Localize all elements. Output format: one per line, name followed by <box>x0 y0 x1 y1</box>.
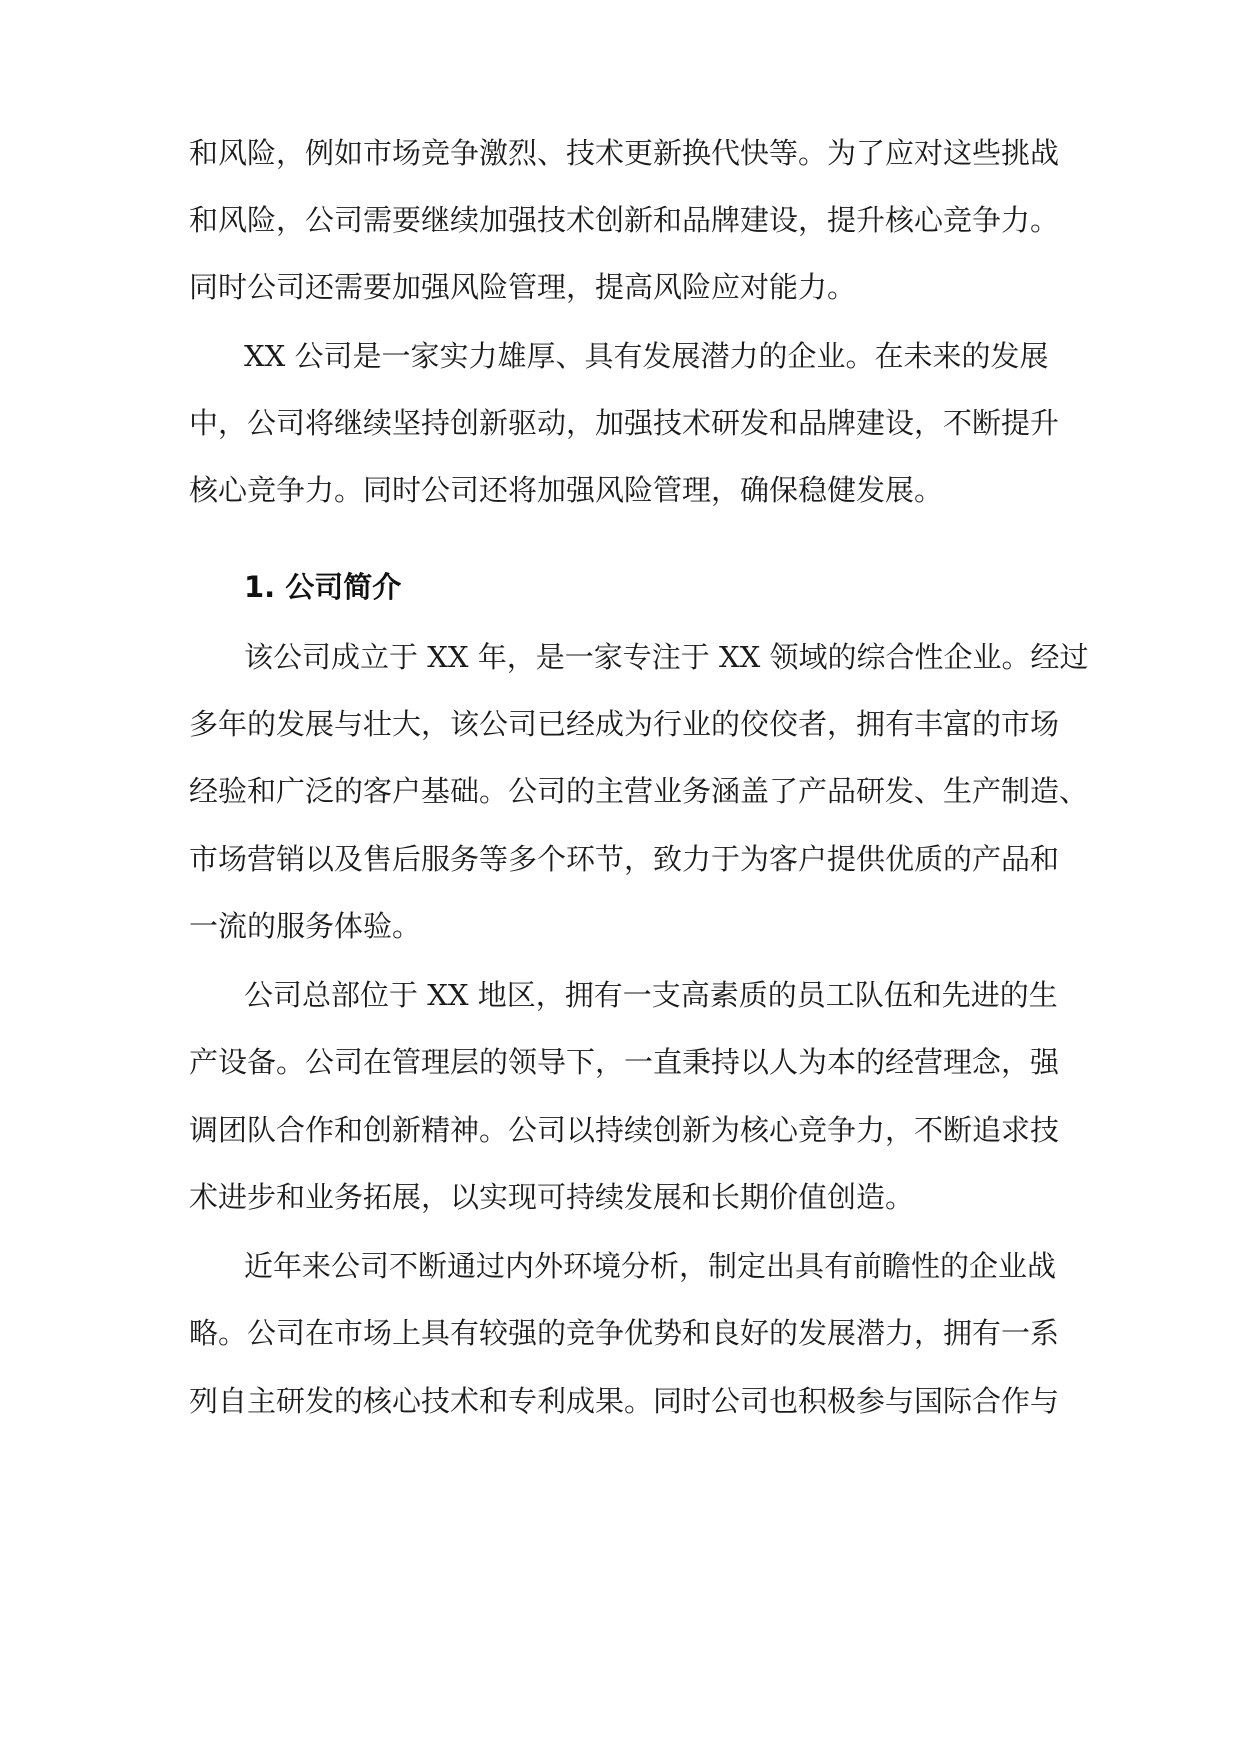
section-paragraph-2-line-4: 术进步和业务拓展，以实现可持续发展和长期价值创造。 <box>189 1180 915 1214</box>
paragraph-1-line-3: 同时公司还需要加强风险管理，提高风险应对能力。 <box>189 270 857 304</box>
section-paragraph-1-line-2: 多年的发展与壮大，该公司已经成为行业的佼佼者，拥有丰富的市场 <box>189 707 1060 741</box>
section-paragraph-1-line-4: 市场营销以及售后服务等多个环节，致力于为客户提供优质的产品和 <box>189 842 1060 876</box>
section-paragraph-3-line-1: 近年来公司不断通过内外环境分析，制定出具有前瞻性的企业战 <box>244 1249 1057 1283</box>
section-paragraph-3-line-2: 略。公司在市场上具有较强的竞争优势和良好的发展潜力，拥有一系 <box>189 1316 1060 1350</box>
paragraph-2-line-3: 核心竞争力。同时公司还将加强风险管理，确保稳健发展。 <box>189 473 944 507</box>
paragraph-2-line-2: 中，公司将继续坚持创新驱动，加强技术研发和品牌建设，不断提升 <box>189 406 1060 440</box>
paragraph-1-line-1: 和风险，例如市场竞争激烈、技术更新换代快等。为了应对这些挑战 <box>189 136 1060 170</box>
section-paragraph-1-line-1: 该公司成立于 XX 年，是一家专注于 XX 领域的综合性企业。经过 <box>244 640 1089 674</box>
section-paragraph-2-line-3: 调团队合作和创新精神。公司以持续创新为核心竞争力，不断追求技 <box>189 1113 1060 1147</box>
section-paragraph-2-line-1: 公司总部位于 XX 地区，拥有一支高素质的员工队伍和先进的生 <box>244 978 1058 1012</box>
section-heading: 1. 公司简介 <box>244 570 402 604</box>
section-paragraph-1-line-3: 经验和广泛的客户基础。公司的主营业务涵盖了产品研发、生产制造、 <box>189 774 1089 808</box>
paragraph-1-line-2: 和风险，公司需要继续加强技术创新和品牌建设，提升核心竞争力。 <box>189 203 1060 237</box>
section-paragraph-3-line-3: 列自主研发的核心技术和专利成果。同时公司也积极参与国际合作与 <box>189 1384 1060 1418</box>
section-paragraph-1-line-5: 一流的服务体验。 <box>189 909 422 943</box>
section-paragraph-2-line-2: 产设备。公司在管理层的领导下，一直秉持以人为本的经营理念，强 <box>189 1045 1060 1079</box>
paragraph-2-line-1: XX 公司是一家实力雄厚、具有发展潜力的企业。在未来的发展 <box>244 339 1049 373</box>
